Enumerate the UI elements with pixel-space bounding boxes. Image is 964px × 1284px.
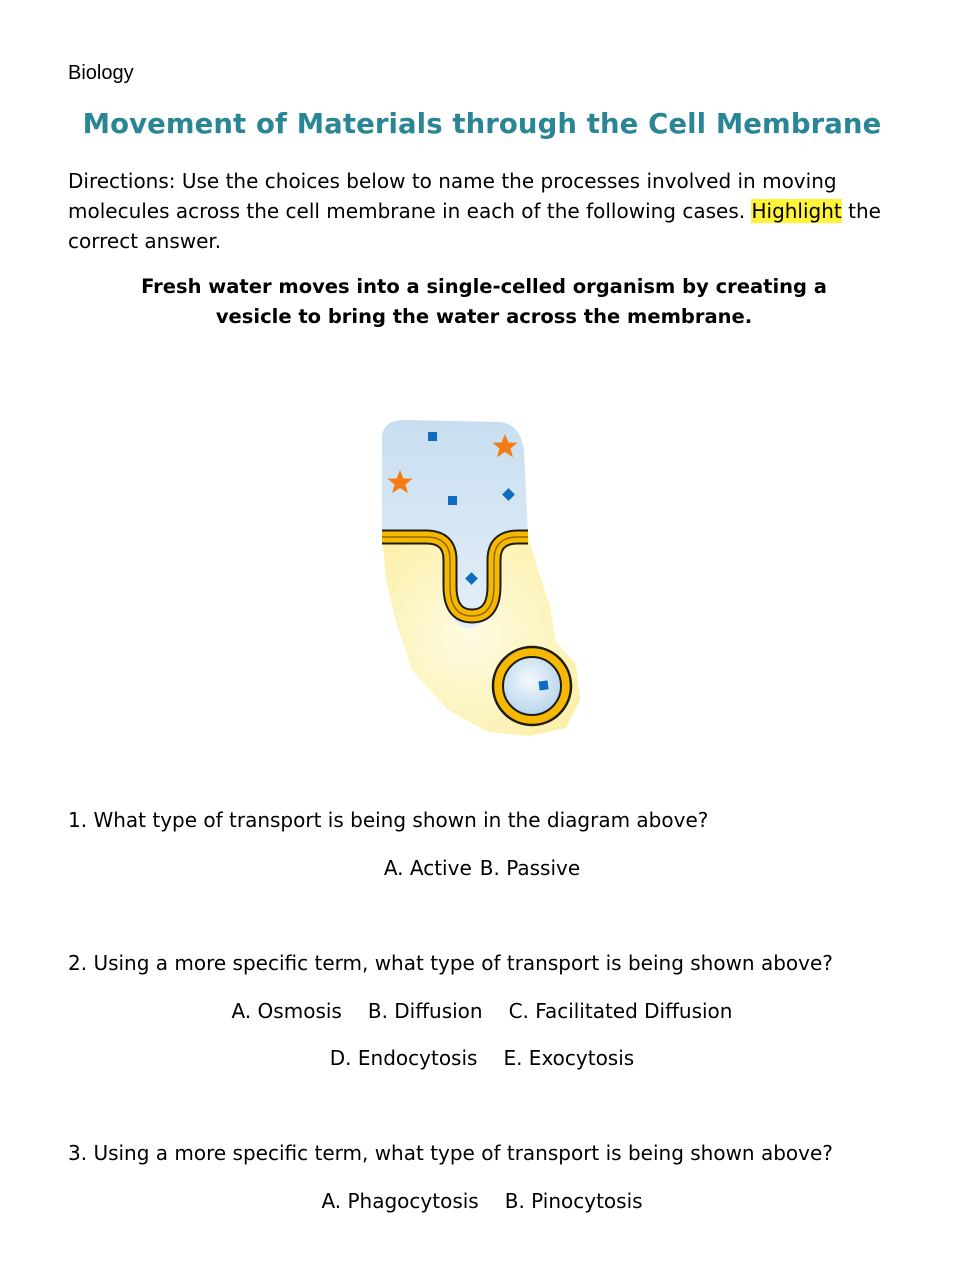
question-3-choices [0, 1189, 964, 1213]
subject-label: Biology [68, 62, 134, 84]
endocytosis-diagram [370, 410, 600, 750]
scenario-line-1: Fresh water moves into a single-celled organism by creating a [141, 275, 827, 298]
directions-text-end: the correct answer. [68, 199, 881, 253]
question-3: 3. Using a more specific term, what type of transport is being shown above? [68, 1141, 833, 1165]
question-1-choices [0, 856, 964, 880]
choice-pinocytosis[interactable]: B. Pinocytosis [504, 1189, 643, 1213]
choice-passive[interactable]: B. Passive [479, 856, 581, 880]
directions-paragraph [68, 166, 900, 256]
choice-osmosis[interactable]: A. Osmosis [231, 999, 342, 1023]
question-2-choices-row-1 [0, 999, 964, 1023]
vesicle-particle [538, 680, 548, 690]
particle [448, 496, 457, 505]
choice-phagocytosis[interactable]: A. Phagocytosis [321, 1189, 479, 1213]
question-2: 2. Using a more specific term, what type of transport is being shown above? [68, 951, 833, 975]
choice-active[interactable]: A. Active [383, 856, 472, 880]
question-1: 1. What type of transport is being shown in the diagram above? [68, 808, 709, 832]
choice-endocytosis[interactable]: D. Endocytosis [329, 1046, 478, 1070]
directions-text: Directions: Use the choices below to name the processes involved in moving molecules across the cell membrane in each of the following cases. [68, 169, 837, 223]
highlight-word: Highlight [751, 199, 842, 223]
choice-diffusion[interactable]: B. Diffusion [367, 999, 483, 1023]
question-2-choices-row-2 [0, 1046, 964, 1070]
scenario-line-2: vesicle to bring the water across the membrane. [215, 305, 753, 328]
page-title: Movement of Materials through the Cell Membrane [82, 108, 882, 140]
scenario-statement [84, 272, 884, 332]
choice-exocytosis[interactable]: E. Exocytosis [503, 1046, 635, 1070]
choice-facilitated-diffusion[interactable]: C. Facilitated Diffusion [508, 999, 733, 1023]
particle [428, 432, 437, 441]
